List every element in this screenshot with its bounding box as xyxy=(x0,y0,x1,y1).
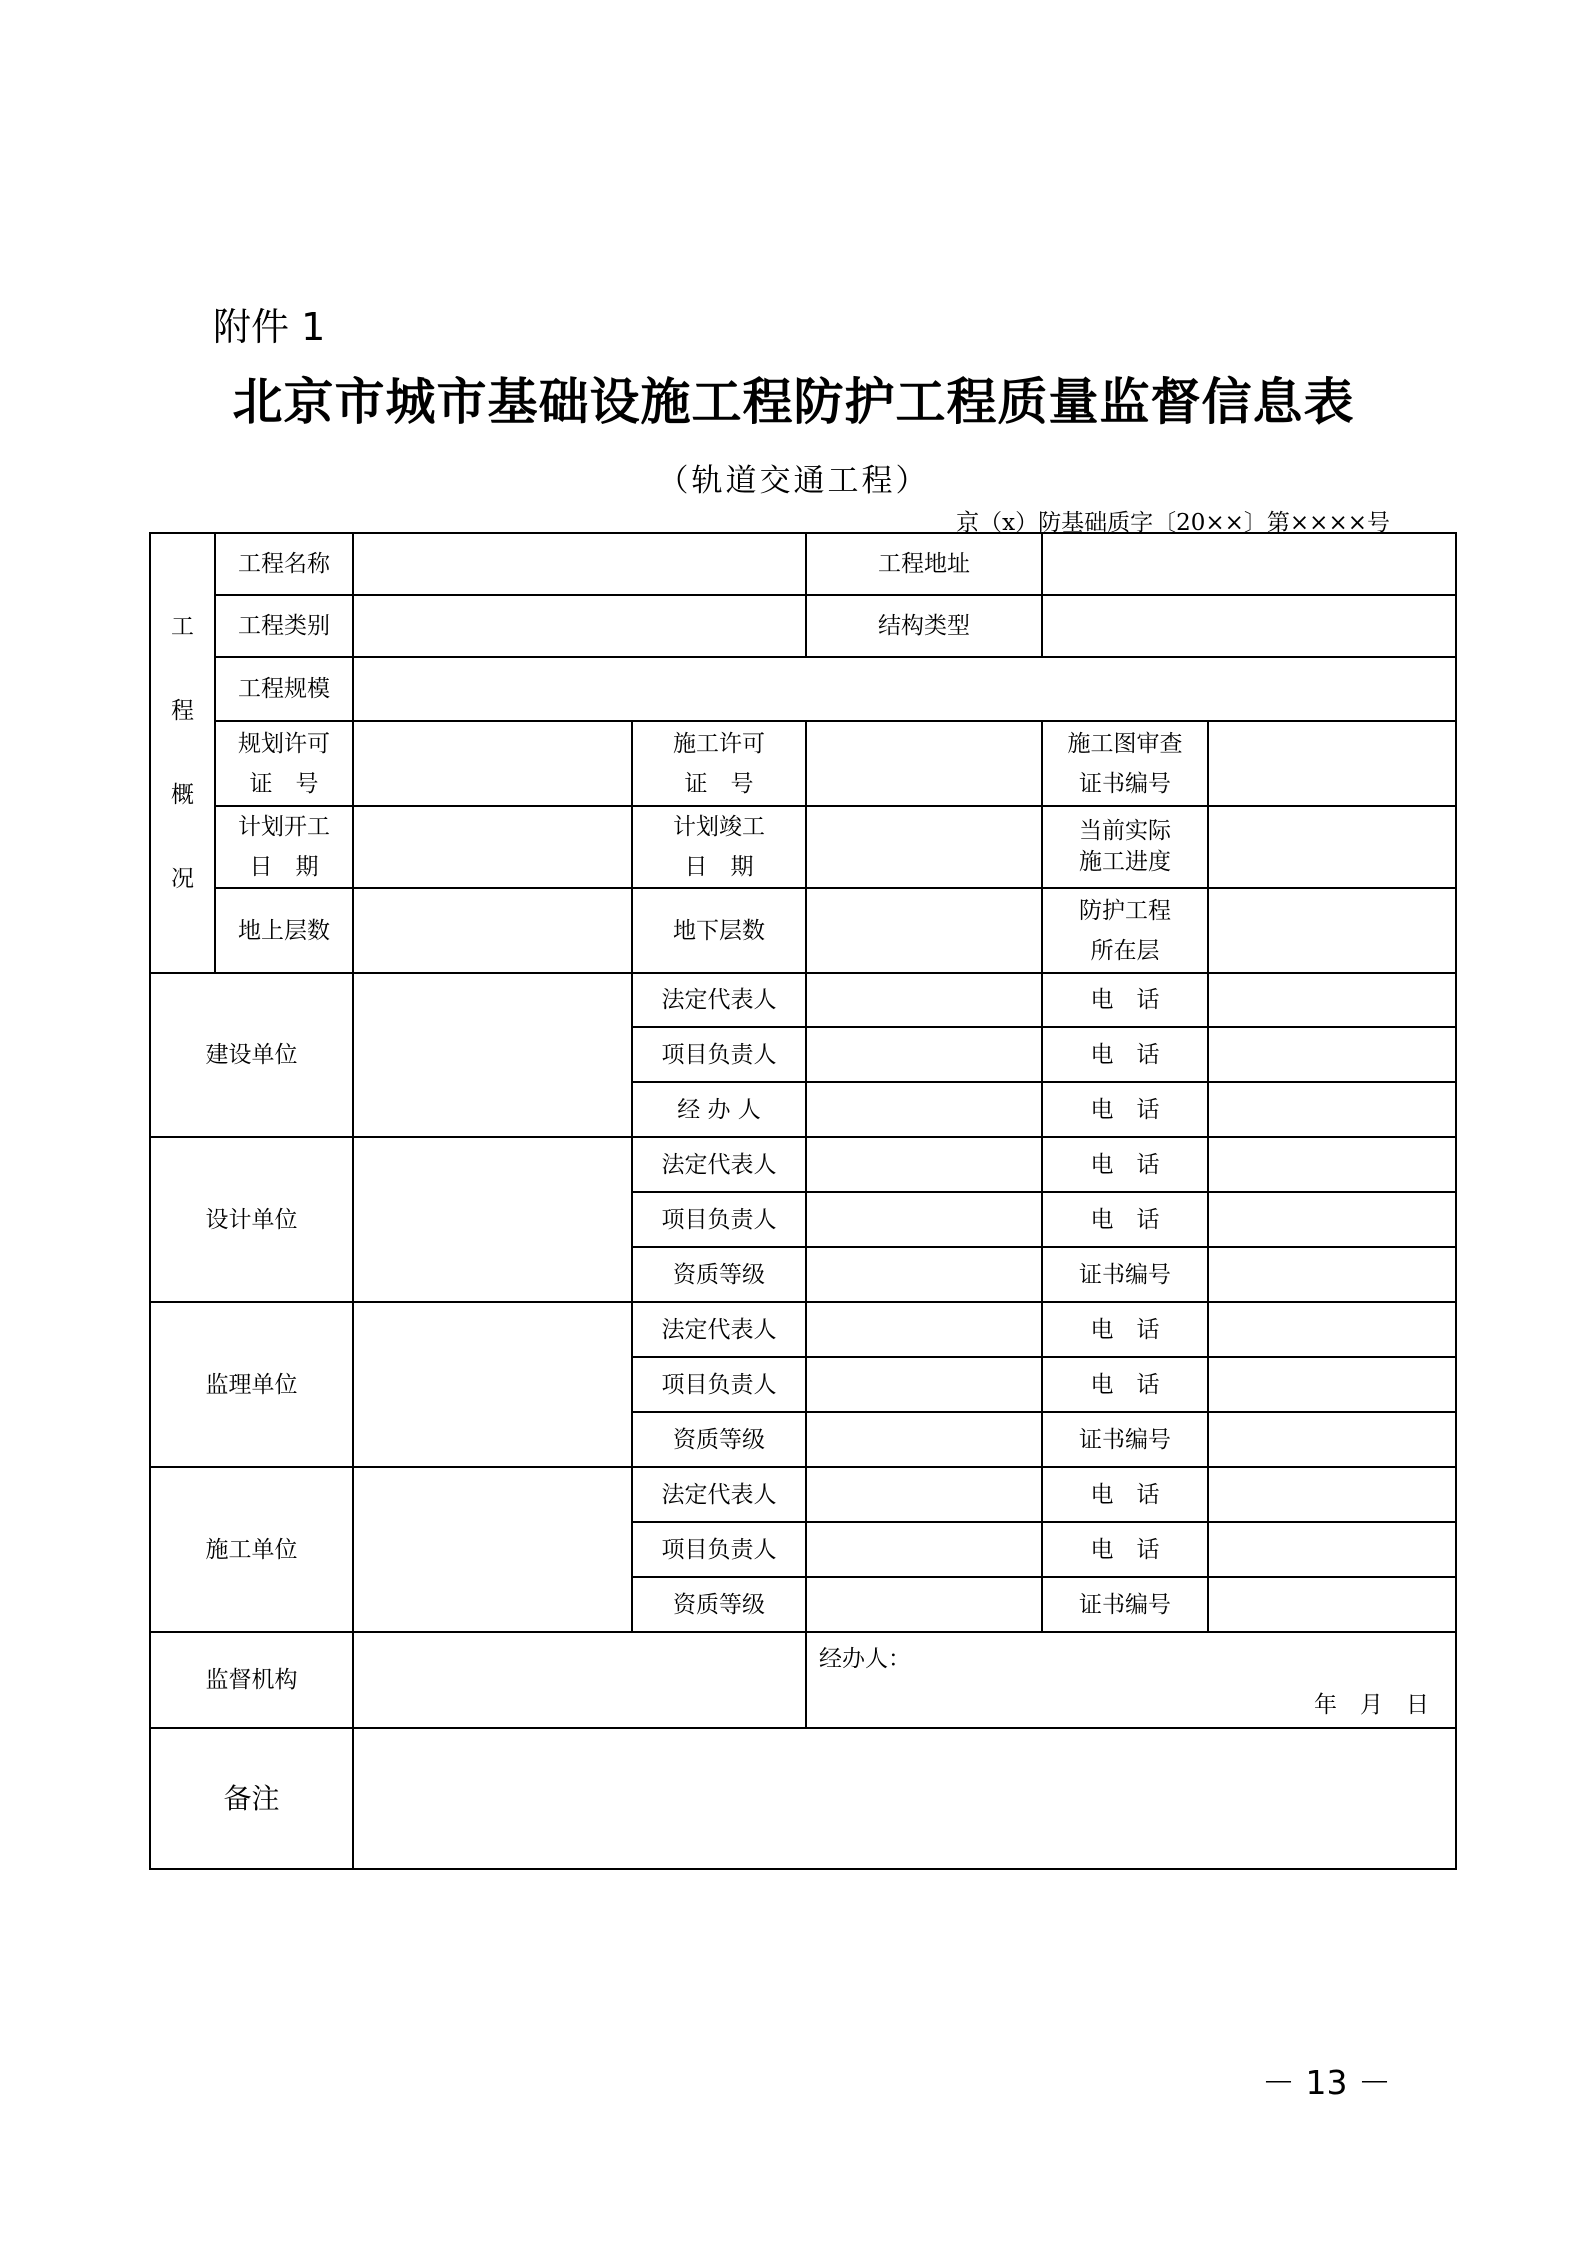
label-phone: 电 话 xyxy=(1042,1137,1208,1192)
field-builder-handler-phone[interactable] xyxy=(1208,1082,1456,1137)
page-subtitle: （轨道交通工程） xyxy=(657,463,930,499)
field-structure-type[interactable] xyxy=(1042,595,1456,657)
label-protection-floor: 防护工程 所在层 xyxy=(1042,888,1208,973)
row-contractor-legal xyxy=(150,1467,1456,1522)
field-project-address[interactable] xyxy=(1042,533,1456,595)
label-builder: 建设单位 xyxy=(150,973,353,1137)
field-supervisor-lead-phone[interactable] xyxy=(1208,1357,1456,1412)
label-qualification: 资质等级 xyxy=(632,1577,806,1632)
field-protection-floor[interactable] xyxy=(1208,888,1456,973)
row-supervisor-legal xyxy=(150,1302,1456,1357)
field-supervision-agency[interactable] xyxy=(353,1632,806,1728)
field-builder-lead[interactable] xyxy=(806,1027,1042,1082)
row-project-scale xyxy=(150,657,1456,721)
field-contractor-legal-phone[interactable] xyxy=(1208,1467,1456,1522)
label-construction-permit: 施工许可 证 号 xyxy=(632,721,806,806)
label-project-lead: 项目负责人 xyxy=(632,1357,806,1412)
section-label-overview: 工 程 概 况 xyxy=(150,533,215,973)
label-project-scale: 工程规模 xyxy=(215,657,353,721)
label-phone: 电 话 xyxy=(1042,1027,1208,1082)
field-progress[interactable] xyxy=(1208,806,1456,888)
field-builder-name[interactable] xyxy=(353,973,632,1137)
label-supervision-agency: 监督机构 xyxy=(150,1632,353,1728)
field-planned-start[interactable] xyxy=(353,806,632,888)
label-contractor: 施工单位 xyxy=(150,1467,353,1632)
label-progress: 当前实际 施工进度 xyxy=(1042,806,1208,888)
label-phone: 电 话 xyxy=(1042,973,1208,1027)
row-remarks xyxy=(150,1728,1456,1869)
label-phone: 电 话 xyxy=(1042,1467,1208,1522)
row-permits xyxy=(150,721,1456,806)
label-project-address: 工程地址 xyxy=(806,533,1042,595)
label-remarks: 备注 xyxy=(150,1728,353,1869)
field-designer-legal-phone[interactable] xyxy=(1208,1137,1456,1192)
label-floors-above: 地上层数 xyxy=(215,888,353,973)
label-cert-no: 证书编号 xyxy=(1042,1247,1208,1302)
field-designer-cert-no[interactable] xyxy=(1208,1247,1456,1302)
field-builder-handler[interactable] xyxy=(806,1082,1042,1137)
field-supervisor-cert-no[interactable] xyxy=(1208,1412,1456,1467)
field-builder-lead-phone[interactable] xyxy=(1208,1027,1456,1082)
label-planned-finish: 计划竣工 日 期 xyxy=(632,806,806,888)
field-project-category[interactable] xyxy=(353,595,806,657)
label-floors-below: 地下层数 xyxy=(632,888,806,973)
field-contractor-lead-phone[interactable] xyxy=(1208,1522,1456,1577)
label-cert-no: 证书编号 xyxy=(1042,1412,1208,1467)
field-planned-finish[interactable] xyxy=(806,806,1042,888)
label-designer: 设计单位 xyxy=(150,1137,353,1302)
field-designer-qualification[interactable] xyxy=(806,1247,1042,1302)
field-project-name[interactable] xyxy=(353,533,806,595)
label-legal-rep: 法定代表人 xyxy=(632,973,806,1027)
information-form-table xyxy=(149,532,1457,1870)
label-phone: 电 话 xyxy=(1042,1522,1208,1577)
label-phone: 电 话 xyxy=(1042,1082,1208,1137)
field-project-scale[interactable] xyxy=(353,657,1456,721)
label-legal-rep: 法定代表人 xyxy=(632,1302,806,1357)
sign-date-label: 年 月 日 xyxy=(1314,1692,1429,1718)
label-handler: 经 办 人 xyxy=(632,1082,806,1137)
field-supervisor-legal-phone[interactable] xyxy=(1208,1302,1456,1357)
row-builder-legal xyxy=(150,973,1456,1027)
field-supervisor-legal-rep[interactable] xyxy=(806,1302,1042,1357)
document-number: 京（x）防基础质字〔20××〕第××××号 xyxy=(956,510,1390,536)
field-supervisor-name[interactable] xyxy=(353,1302,632,1467)
row-project-category xyxy=(150,595,1456,657)
field-supervisor-qualification[interactable] xyxy=(806,1412,1042,1467)
label-phone: 电 话 xyxy=(1042,1357,1208,1412)
label-project-lead: 项目负责人 xyxy=(632,1192,806,1247)
field-floors-above[interactable] xyxy=(353,888,632,973)
field-contractor-lead[interactable] xyxy=(806,1522,1042,1577)
row-supervision-agency xyxy=(150,1632,1456,1728)
field-supervisor-lead[interactable] xyxy=(806,1357,1042,1412)
field-planning-permit[interactable] xyxy=(353,721,632,806)
field-designer-name[interactable] xyxy=(353,1137,632,1302)
row-project-name xyxy=(150,533,1456,595)
label-planned-start: 计划开工 日 期 xyxy=(215,806,353,888)
page-number: － 13 － xyxy=(1262,2063,1391,2102)
field-floors-below[interactable] xyxy=(806,888,1042,973)
label-qualification: 资质等级 xyxy=(632,1412,806,1467)
label-qualification: 资质等级 xyxy=(632,1247,806,1302)
field-remarks[interactable] xyxy=(353,1728,1456,1869)
handler-sign-label: 经办人： xyxy=(819,1646,911,1672)
field-construction-permit[interactable] xyxy=(806,721,1042,806)
field-builder-legal-phone[interactable] xyxy=(1208,973,1456,1027)
field-contractor-legal-rep[interactable] xyxy=(806,1467,1042,1522)
label-drawing-review: 施工图审查 证书编号 xyxy=(1042,721,1208,806)
field-builder-legal-rep[interactable] xyxy=(806,973,1042,1027)
field-drawing-review[interactable] xyxy=(1208,721,1456,806)
signature-area[interactable] xyxy=(806,1632,1456,1728)
label-phone: 电 话 xyxy=(1042,1192,1208,1247)
row-floors xyxy=(150,888,1456,973)
label-supervisor: 监理单位 xyxy=(150,1302,353,1467)
row-schedule xyxy=(150,806,1456,888)
label-project-name: 工程名称 xyxy=(215,533,353,595)
field-designer-lead[interactable] xyxy=(806,1192,1042,1247)
label-cert-no: 证书编号 xyxy=(1042,1577,1208,1632)
attachment-label: 附件 1 xyxy=(213,305,326,349)
field-contractor-cert-no[interactable] xyxy=(1208,1577,1456,1632)
field-designer-lead-phone[interactable] xyxy=(1208,1192,1456,1247)
field-contractor-qualification[interactable] xyxy=(806,1577,1042,1632)
label-legal-rep: 法定代表人 xyxy=(632,1467,806,1522)
label-project-lead: 项目负责人 xyxy=(632,1027,806,1082)
label-project-category: 工程类别 xyxy=(215,595,353,657)
page-title: 北京市城市基础设施工程防护工程质量监督信息表 xyxy=(232,372,1355,431)
field-designer-legal-rep[interactable] xyxy=(806,1137,1042,1192)
label-planning-permit: 规划许可 证 号 xyxy=(215,721,353,806)
label-phone: 电 话 xyxy=(1042,1302,1208,1357)
label-project-lead: 项目负责人 xyxy=(632,1522,806,1577)
label-legal-rep: 法定代表人 xyxy=(632,1137,806,1192)
field-contractor-name[interactable] xyxy=(353,1467,632,1632)
row-designer-legal xyxy=(150,1137,1456,1192)
label-structure-type: 结构类型 xyxy=(806,595,1042,657)
